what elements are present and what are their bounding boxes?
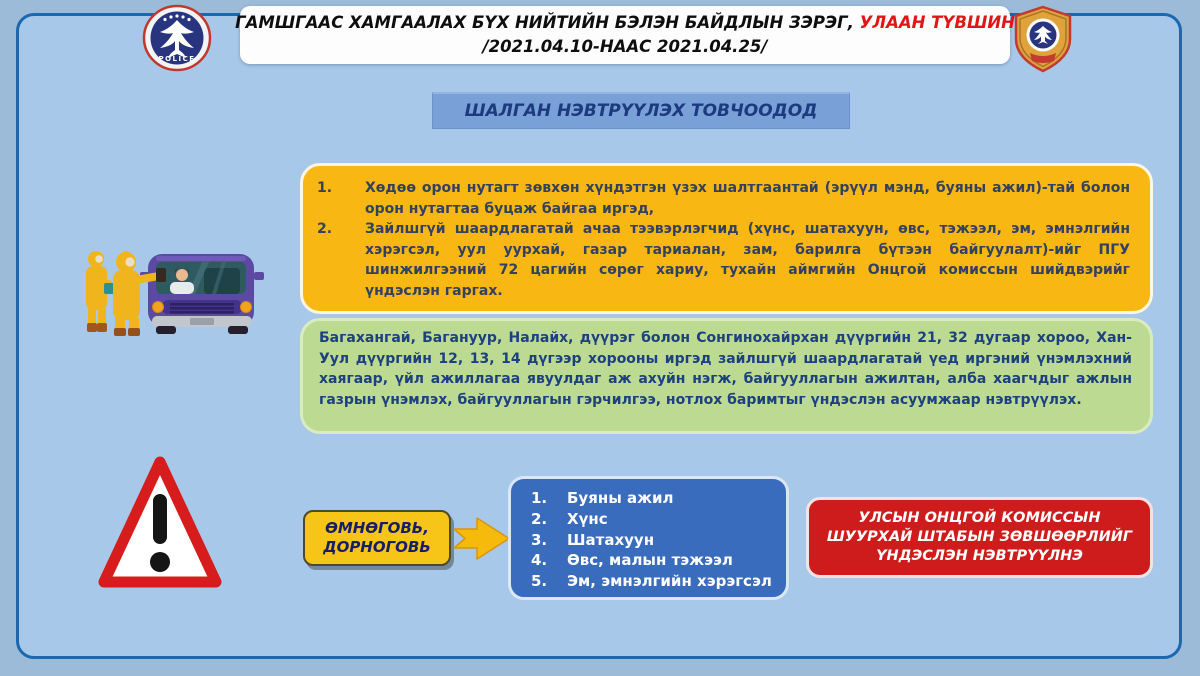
header-title-box (235, 6, 1015, 64)
goods-item (531, 488, 778, 509)
hazmat-van-check-illustration (52, 228, 272, 336)
van-icon (140, 254, 264, 334)
hazmat-officer-icon (86, 251, 117, 332)
goods-item (531, 530, 778, 551)
rule-number: 2. (317, 221, 333, 237)
rule-item (317, 219, 1130, 301)
poster-title (235, 11, 1015, 35)
district-rule-text: Багахангай, Багануур, Налайх, дүүрэг болон Сонгинохайрхан дүүргийн 21, 32 дугаар хороо, Хан-Уул дүүргийн 12, 13, 14 дүгээр хорооны иргэд зайлшгүй шаардлагатай үед иргэний үнэмлэхний хаягаар, үйл ажиллагаа явуулдаг аж ахуйн нэгж, байгууллагын ажилтан, алба хаагчдыг ажлын газрын үнэмлэх, байгууллагын гэрчилгээ, нотлох баримтыг үндэслэн асуумжаар нэвтрүүлэх. (319, 330, 1132, 408)
emergency-note-line-1: УЛСЫН ОНЦГОЙ КОМИССЫН (858, 510, 1101, 526)
section-title: ШАЛГАН НЭВТРҮҮЛЭХ ТОВЧООДОД (464, 101, 818, 121)
rule-number: 1. (317, 180, 333, 196)
goods-number: 4. (531, 551, 548, 570)
rule-text: Зайлшгүй шаардлагатай ачаа тээвэрлэгчид (хүнс, шатахуун, өвс, тэжээл, эм, эмнэлгийн хэрэгсэл, уул уурхай, газар тариалан, зам, барилга бүтээн байгуулалт)-ийг ПГУ шинжилгээний 72 цагийн сөрөг хариу, тухайн аймгийн Онцгой комиссын шийдвэрийг үндэслэн гаргах. (365, 221, 1130, 299)
goods-number: 5. (531, 572, 548, 591)
warning-triangle-icon (96, 452, 224, 597)
checkpoint-rules-box (300, 163, 1153, 314)
police-logo-icon (142, 4, 212, 72)
rule-item (317, 178, 1130, 219)
allowed-goods-box (508, 476, 789, 600)
district-rule-box (300, 318, 1153, 434)
poster-title-text: ГАМШГААС ХАМГААЛАХ БҮХ НИЙТИЙН БЭЛЭН БАЙДЛЫН ЗЭРЭГ, (235, 13, 854, 32)
goods-number: 1. (531, 489, 548, 507)
goods-label: Эм, эмнэлгийн хэрэгсэл (567, 572, 772, 591)
goods-label: Өвс, малын тэжээл (567, 551, 733, 570)
province-line-1: ӨМНӨГОВЬ, (325, 519, 429, 537)
rule-text: Хөдөө орон нутагт зөвхөн хүндэтгэн үзэх шалтгаантай (эрүүл мэнд, буяны ажил)-тай болон орон нутагтаа буцаж байгаа иргэд, (365, 180, 1130, 217)
poster-date-range: /2021.04.10-НААС 2021.04.25/ (482, 37, 768, 56)
goods-item (531, 550, 778, 571)
goods-item (531, 571, 778, 592)
emergency-note-line-2: ШУУРХАЙ ШТАБЫН ЗӨВШӨӨРЛИЙГ (826, 529, 1133, 545)
emergency-permit-box (806, 497, 1153, 578)
section-title-bar (432, 92, 850, 129)
shield-emblem-icon (1010, 5, 1076, 73)
emergency-note-line-3: ҮНДЭСЛЭН НЭВТРҮҮЛНЭ (876, 548, 1083, 564)
province-label (303, 510, 451, 566)
goods-label: Шатахуун (567, 530, 655, 549)
police-logo-label: POLICE (158, 55, 196, 63)
goods-number: 2. (531, 509, 548, 528)
arrow-right-icon (452, 515, 512, 562)
goods-label: Буяны ажил (567, 489, 674, 507)
goods-label: Хүнс (567, 509, 608, 528)
goods-item (531, 509, 778, 530)
goods-number: 3. (531, 530, 548, 549)
poster-title-highlight: УЛААН ТҮВШИН (859, 13, 1015, 32)
province-line-2: ДОРНОГОВЬ (323, 538, 431, 556)
